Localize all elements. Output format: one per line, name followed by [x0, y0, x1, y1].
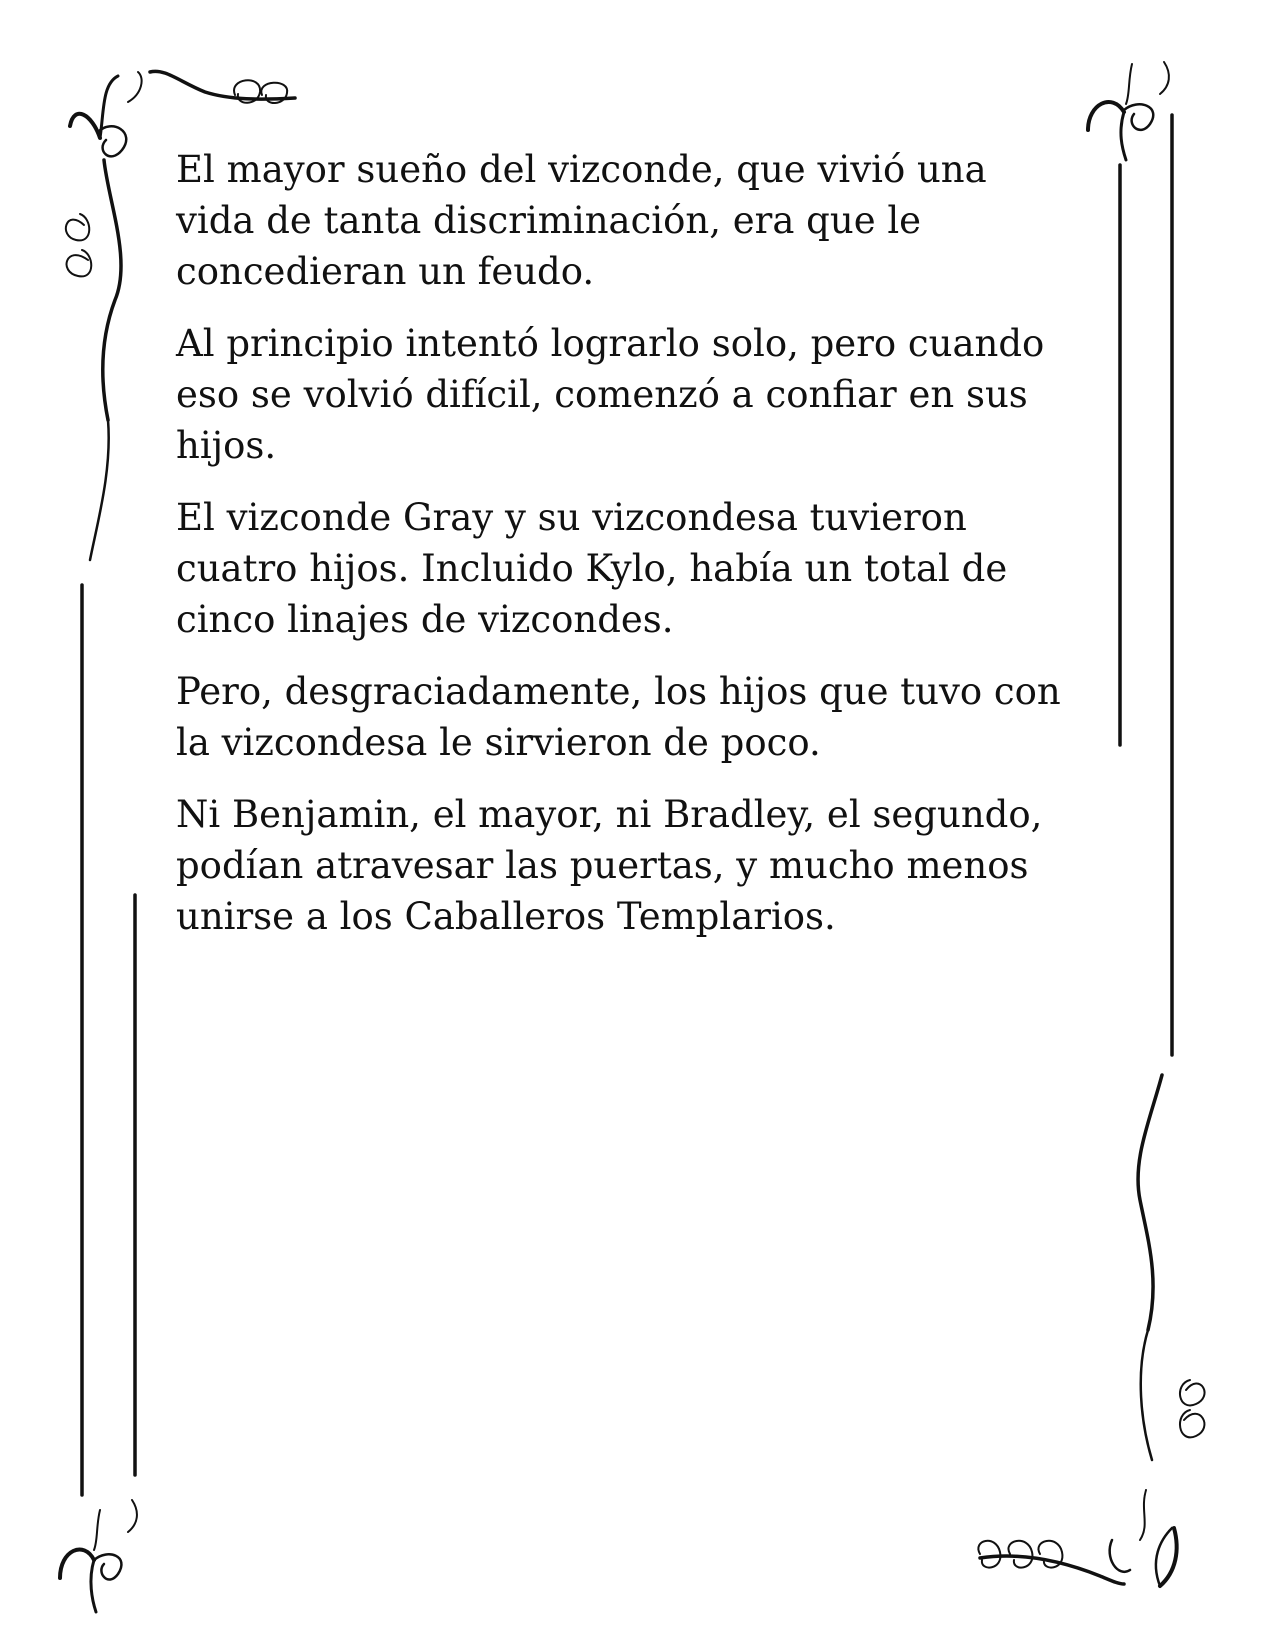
text-line: El mayor sueño del vizconde, que vivió una — [176, 148, 987, 191]
text-line: concedieran un feudo. — [176, 250, 595, 293]
paragraph-1 — [176, 144, 1096, 297]
text-line: Al principio intentó lograrlo solo, pero cuando — [176, 322, 1045, 365]
text-line: vida de tanta discriminación, era que le — [176, 199, 922, 242]
text-line: Ni Benjamin, el mayor, ni Bradley, el segundo, — [176, 793, 1043, 836]
flourish-bottom-right — [978, 1075, 1204, 1586]
body-text — [176, 144, 1096, 963]
text-line: cinco linajes de vizcondes. — [176, 598, 674, 641]
text-line: cuatro hijos. Incluido Kylo, había un total de — [176, 547, 1008, 590]
paragraph-5 — [176, 789, 1096, 942]
text-line: eso se volvió difícil, comenzó a confiar en sus — [176, 373, 1028, 416]
paragraph-2 — [176, 318, 1096, 471]
paragraph-4 — [176, 666, 1096, 768]
flourish-bottom-left — [60, 1500, 137, 1612]
text-line: unirse a los Caballeros Templarios. — [176, 895, 836, 938]
text-line: hijos. — [176, 424, 277, 467]
flourish-top-right — [1088, 62, 1169, 160]
text-line: la vizcondesa le sirvieron de poco. — [176, 721, 821, 764]
text-line: El vizconde Gray y su vizcondesa tuvieron — [176, 496, 967, 539]
text-line: Pero, desgraciadamente, los hijos que tuvo con — [176, 670, 1061, 713]
text-line: podían atravesar las puertas, y mucho menos — [176, 844, 1029, 887]
paragraph-3 — [176, 492, 1096, 645]
